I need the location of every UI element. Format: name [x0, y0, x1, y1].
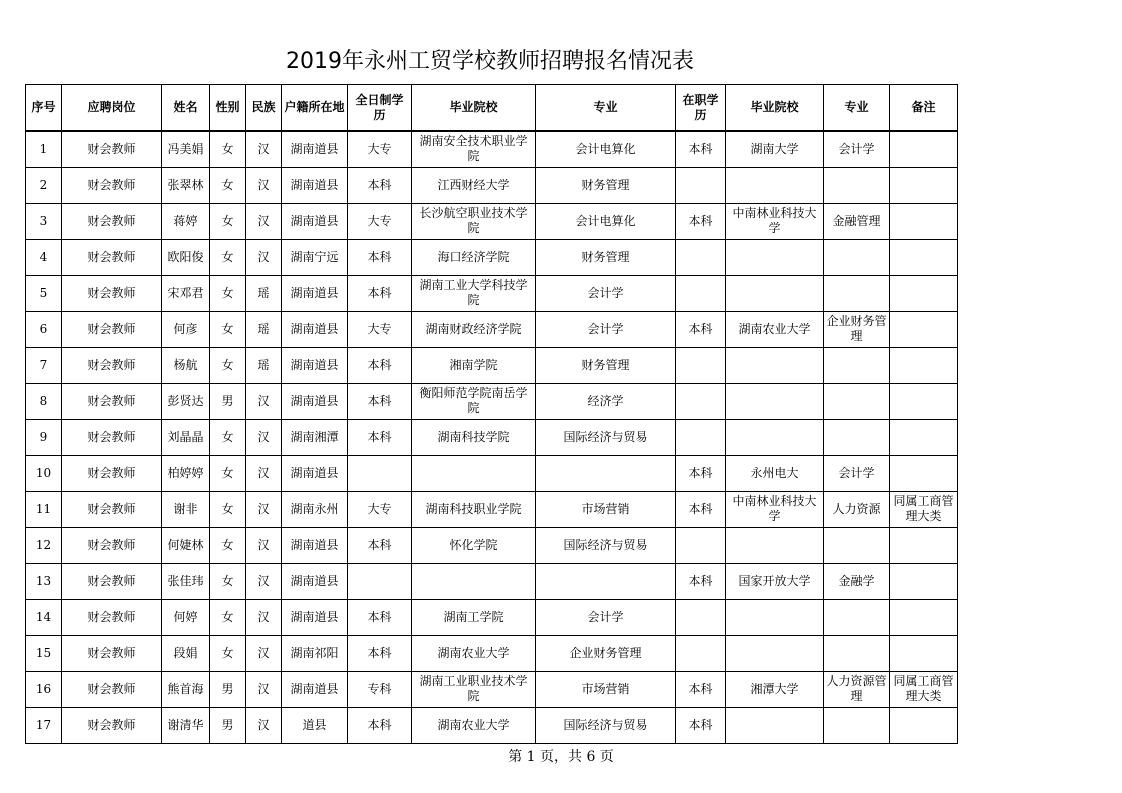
cell-note [890, 419, 958, 455]
cell-seq: 17 [26, 707, 62, 743]
cell-job-edu: 本科 [676, 707, 726, 743]
table-row [26, 635, 958, 671]
cell-note [890, 131, 958, 167]
cell-ft-edu: 大专 [348, 203, 412, 239]
cell-position: 财会教师 [62, 275, 162, 311]
cell-ft-school: 海口经济学院 [412, 239, 536, 275]
cell-hometown: 湖南道县 [282, 167, 348, 203]
cell-job-major [824, 599, 890, 635]
cell-job-major [824, 239, 890, 275]
cell-name: 段娟 [162, 635, 210, 671]
cell-job-school [726, 599, 824, 635]
cell-note [890, 347, 958, 383]
cell-gender: 女 [210, 419, 246, 455]
cell-hometown: 湖南湘潭 [282, 419, 348, 455]
header-hometown: 户籍所在地 [282, 85, 348, 132]
cell-ft-edu: 本科 [348, 275, 412, 311]
cell-ft-edu: 本科 [348, 419, 412, 455]
cell-seq: 3 [26, 203, 62, 239]
cell-job-school [726, 239, 824, 275]
cell-hometown: 湖南道县 [282, 599, 348, 635]
cell-job-school: 中南林业科技大学 [726, 491, 824, 527]
header-ft-edu: 全日制学历 [348, 85, 412, 132]
cell-job-school [726, 167, 824, 203]
cell-job-edu: 本科 [676, 491, 726, 527]
cell-name: 蒋婷 [162, 203, 210, 239]
cell-ft-school: 湖南安全技术职业学院 [412, 131, 536, 167]
cell-seq: 2 [26, 167, 62, 203]
cell-position: 财会教师 [62, 527, 162, 563]
cell-job-school: 湖南大学 [726, 131, 824, 167]
cell-hometown: 湖南道县 [282, 131, 348, 167]
cell-ft-major: 财务管理 [536, 239, 676, 275]
header-job-edu: 在职学历 [676, 85, 726, 132]
cell-hometown: 湖南道县 [282, 311, 348, 347]
cell-seq: 12 [26, 527, 62, 563]
cell-seq: 10 [26, 455, 62, 491]
cell-ethnicity: 瑶 [246, 311, 282, 347]
cell-name: 谢清华 [162, 707, 210, 743]
table-row [26, 311, 958, 347]
cell-gender: 女 [210, 455, 246, 491]
cell-ethnicity: 瑶 [246, 275, 282, 311]
cell-ft-edu: 大专 [348, 491, 412, 527]
cell-note [890, 203, 958, 239]
cell-gender: 女 [210, 239, 246, 275]
cell-name: 杨航 [162, 347, 210, 383]
page-footer: 第 1 页，共 6 页 [508, 749, 614, 765]
cell-ft-major: 市场营销 [536, 491, 676, 527]
cell-job-major [824, 635, 890, 671]
cell-gender: 女 [210, 347, 246, 383]
cell-ft-school: 湖南财政经济学院 [412, 311, 536, 347]
cell-hometown: 湖南道县 [282, 563, 348, 599]
cell-ft-edu: 本科 [348, 707, 412, 743]
cell-ft-major: 国际经济与贸易 [536, 707, 676, 743]
cell-note [890, 239, 958, 275]
cell-job-major [824, 347, 890, 383]
cell-job-major: 企业财务管理 [824, 311, 890, 347]
cell-ethnicity: 汉 [246, 491, 282, 527]
cell-ft-major [536, 455, 676, 491]
cell-job-major [824, 419, 890, 455]
cell-job-major: 人力资源 [824, 491, 890, 527]
cell-position: 财会教师 [62, 203, 162, 239]
cell-ft-school: 湘南学院 [412, 347, 536, 383]
cell-ft-school: 江西财经大学 [412, 167, 536, 203]
cell-ft-major: 会计电算化 [536, 131, 676, 167]
cell-seq: 6 [26, 311, 62, 347]
cell-ft-major: 国际经济与贸易 [536, 419, 676, 455]
cell-position: 财会教师 [62, 599, 162, 635]
header-position: 应聘岗位 [62, 85, 162, 132]
cell-job-school [726, 707, 824, 743]
cell-job-major: 会计学 [824, 455, 890, 491]
cell-job-school: 永州电大 [726, 455, 824, 491]
cell-name: 张佳玮 [162, 563, 210, 599]
cell-job-school: 中南林业科技大学 [726, 203, 824, 239]
cell-hometown: 湖南道县 [282, 455, 348, 491]
cell-job-edu: 本科 [676, 455, 726, 491]
table-row [26, 707, 958, 743]
header-note: 备注 [890, 85, 958, 132]
cell-hometown: 湖南道县 [282, 527, 348, 563]
cell-job-school: 湘潭大学 [726, 671, 824, 707]
cell-seq: 4 [26, 239, 62, 275]
cell-ft-major: 会计学 [536, 311, 676, 347]
cell-ethnicity: 汉 [246, 707, 282, 743]
cell-position: 财会教师 [62, 671, 162, 707]
cell-gender: 男 [210, 707, 246, 743]
cell-position: 财会教师 [62, 455, 162, 491]
table-row [26, 455, 958, 491]
cell-job-major: 会计学 [824, 131, 890, 167]
header-job-school: 毕业院校 [726, 85, 824, 132]
cell-ethnicity: 汉 [246, 203, 282, 239]
cell-ft-edu: 大专 [348, 311, 412, 347]
cell-ft-school: 怀化学院 [412, 527, 536, 563]
cell-ethnicity: 汉 [246, 419, 282, 455]
cell-seq: 7 [26, 347, 62, 383]
page-title: 2019年永州工贸学校教师招聘报名情况表 [286, 49, 694, 74]
cell-job-major [824, 527, 890, 563]
cell-ft-major: 市场营销 [536, 671, 676, 707]
cell-gender: 女 [210, 563, 246, 599]
cell-hometown: 湖南道县 [282, 383, 348, 419]
cell-job-edu [676, 599, 726, 635]
cell-job-major: 金融管理 [824, 203, 890, 239]
cell-gender: 女 [210, 599, 246, 635]
cell-position: 财会教师 [62, 347, 162, 383]
cell-gender: 女 [210, 635, 246, 671]
cell-position: 财会教师 [62, 419, 162, 455]
cell-ft-school: 湖南农业大学 [412, 635, 536, 671]
cell-hometown: 湖南道县 [282, 347, 348, 383]
cell-ft-major: 会计学 [536, 599, 676, 635]
cell-name: 何彦 [162, 311, 210, 347]
cell-seq: 13 [26, 563, 62, 599]
cell-gender: 男 [210, 383, 246, 419]
cell-name: 刘晶晶 [162, 419, 210, 455]
header-name: 姓名 [162, 85, 210, 132]
cell-ft-major [536, 563, 676, 599]
cell-job-school [726, 527, 824, 563]
cell-ft-edu: 本科 [348, 383, 412, 419]
cell-note [890, 455, 958, 491]
cell-seq: 1 [26, 131, 62, 167]
cell-ethnicity: 汉 [246, 563, 282, 599]
cell-name: 熊首海 [162, 671, 210, 707]
cell-hometown: 湖南祁阳 [282, 635, 348, 671]
cell-name: 何婕林 [162, 527, 210, 563]
cell-ft-major: 财务管理 [536, 167, 676, 203]
header-seq: 序号 [26, 85, 62, 132]
cell-job-edu: 本科 [676, 311, 726, 347]
cell-position: 财会教师 [62, 563, 162, 599]
cell-ft-school [412, 563, 536, 599]
cell-job-school [726, 347, 824, 383]
table-row [26, 563, 958, 599]
table-row [26, 239, 958, 275]
cell-note: 同属工商管理大类 [890, 491, 958, 527]
cell-note [890, 635, 958, 671]
cell-job-edu [676, 635, 726, 671]
table-row [26, 383, 958, 419]
cell-note [890, 599, 958, 635]
cell-job-major: 人力资源管理 [824, 671, 890, 707]
cell-name: 张翠林 [162, 167, 210, 203]
cell-ft-edu: 大专 [348, 131, 412, 167]
cell-ft-major: 企业财务管理 [536, 635, 676, 671]
cell-gender: 女 [210, 167, 246, 203]
cell-position: 财会教师 [62, 239, 162, 275]
cell-position: 财会教师 [62, 311, 162, 347]
cell-ft-edu: 本科 [348, 635, 412, 671]
cell-ft-school: 湖南农业大学 [412, 707, 536, 743]
cell-seq: 8 [26, 383, 62, 419]
cell-gender: 女 [210, 527, 246, 563]
cell-ethnicity: 汉 [246, 527, 282, 563]
cell-gender: 女 [210, 311, 246, 347]
header-ethnicity: 民族 [246, 85, 282, 132]
table-row [26, 347, 958, 383]
cell-job-major [824, 383, 890, 419]
cell-position: 财会教师 [62, 167, 162, 203]
cell-name: 谢非 [162, 491, 210, 527]
cell-job-major [824, 167, 890, 203]
cell-name: 何婷 [162, 599, 210, 635]
cell-ft-school: 湖南科技职业学院 [412, 491, 536, 527]
table-row [26, 527, 958, 563]
header-ft-major: 专业 [536, 85, 676, 132]
cell-ft-edu: 专科 [348, 671, 412, 707]
cell-gender: 女 [210, 491, 246, 527]
cell-ft-school: 长沙航空职业技术学院 [412, 203, 536, 239]
cell-ft-edu: 本科 [348, 527, 412, 563]
header-job-major: 专业 [824, 85, 890, 132]
cell-job-edu [676, 167, 726, 203]
cell-ft-school: 衡阳师范学院南岳学院 [412, 383, 536, 419]
cell-job-major: 金融学 [824, 563, 890, 599]
table-row [26, 275, 958, 311]
cell-seq: 9 [26, 419, 62, 455]
cell-ft-major: 会计电算化 [536, 203, 676, 239]
cell-job-edu: 本科 [676, 131, 726, 167]
header-ft-school: 毕业院校 [412, 85, 536, 132]
cell-position: 财会教师 [62, 707, 162, 743]
cell-ft-edu: 本科 [348, 167, 412, 203]
cell-note [890, 167, 958, 203]
cell-position: 财会教师 [62, 131, 162, 167]
applicant-table [25, 84, 958, 744]
cell-job-edu: 本科 [676, 563, 726, 599]
table-row [26, 671, 958, 707]
table-row [26, 599, 958, 635]
cell-job-school: 湖南农业大学 [726, 311, 824, 347]
cell-position: 财会教师 [62, 635, 162, 671]
cell-note: 同属工商管理大类 [890, 671, 958, 707]
cell-ft-edu [348, 563, 412, 599]
cell-job-major [824, 275, 890, 311]
cell-name: 彭贤达 [162, 383, 210, 419]
cell-ethnicity: 汉 [246, 671, 282, 707]
cell-hometown: 道县 [282, 707, 348, 743]
cell-ft-edu: 本科 [348, 599, 412, 635]
cell-gender: 男 [210, 671, 246, 707]
cell-ethnicity: 汉 [246, 167, 282, 203]
cell-note [890, 527, 958, 563]
cell-note [890, 383, 958, 419]
cell-ethnicity: 汉 [246, 383, 282, 419]
cell-hometown: 湖南永州 [282, 491, 348, 527]
table-row [26, 203, 958, 239]
cell-job-edu [676, 527, 726, 563]
cell-ft-major: 经济学 [536, 383, 676, 419]
cell-ft-school: 湖南工业职业技术学院 [412, 671, 536, 707]
cell-job-edu [676, 347, 726, 383]
cell-job-major [824, 707, 890, 743]
cell-job-edu: 本科 [676, 671, 726, 707]
cell-ft-school: 湖南科技学院 [412, 419, 536, 455]
cell-seq: 5 [26, 275, 62, 311]
cell-job-edu [676, 383, 726, 419]
cell-note [890, 707, 958, 743]
table-row [26, 131, 958, 167]
cell-note [890, 311, 958, 347]
cell-ft-edu: 本科 [348, 239, 412, 275]
cell-hometown: 湖南道县 [282, 671, 348, 707]
cell-ft-school: 湖南工学院 [412, 599, 536, 635]
cell-seq: 14 [26, 599, 62, 635]
table-row [26, 419, 958, 455]
cell-job-edu [676, 239, 726, 275]
cell-ethnicity: 汉 [246, 635, 282, 671]
table-header-row [26, 85, 958, 132]
cell-position: 财会教师 [62, 491, 162, 527]
cell-ft-edu: 本科 [348, 347, 412, 383]
cell-ethnicity: 瑶 [246, 347, 282, 383]
cell-name: 欧阳俊 [162, 239, 210, 275]
cell-seq: 16 [26, 671, 62, 707]
cell-hometown: 湖南道县 [282, 275, 348, 311]
table-row [26, 491, 958, 527]
cell-name: 柏婷婷 [162, 455, 210, 491]
cell-ethnicity: 汉 [246, 455, 282, 491]
cell-seq: 11 [26, 491, 62, 527]
cell-job-edu [676, 419, 726, 455]
cell-note [890, 275, 958, 311]
cell-ethnicity: 汉 [246, 131, 282, 167]
cell-ft-school: 湖南工业大学科技学院 [412, 275, 536, 311]
cell-name: 宋邓君 [162, 275, 210, 311]
cell-gender: 女 [210, 275, 246, 311]
cell-name: 冯美娟 [162, 131, 210, 167]
cell-ft-major: 财务管理 [536, 347, 676, 383]
cell-job-school [726, 383, 824, 419]
cell-hometown: 湖南道县 [282, 203, 348, 239]
cell-ethnicity: 汉 [246, 239, 282, 275]
cell-job-school: 国家开放大学 [726, 563, 824, 599]
cell-hometown: 湖南宁远 [282, 239, 348, 275]
header-gender: 性别 [210, 85, 246, 132]
table-row [26, 167, 958, 203]
cell-ft-major: 国际经济与贸易 [536, 527, 676, 563]
cell-job-school [726, 275, 824, 311]
cell-note [890, 563, 958, 599]
cell-ft-edu [348, 455, 412, 491]
cell-job-edu [676, 275, 726, 311]
cell-job-edu: 本科 [676, 203, 726, 239]
cell-ft-school [412, 455, 536, 491]
cell-seq: 15 [26, 635, 62, 671]
cell-gender: 女 [210, 131, 246, 167]
cell-ft-major: 会计学 [536, 275, 676, 311]
cell-gender: 女 [210, 203, 246, 239]
cell-position: 财会教师 [62, 383, 162, 419]
cell-job-school [726, 635, 824, 671]
cell-job-school [726, 419, 824, 455]
cell-ethnicity: 汉 [246, 599, 282, 635]
